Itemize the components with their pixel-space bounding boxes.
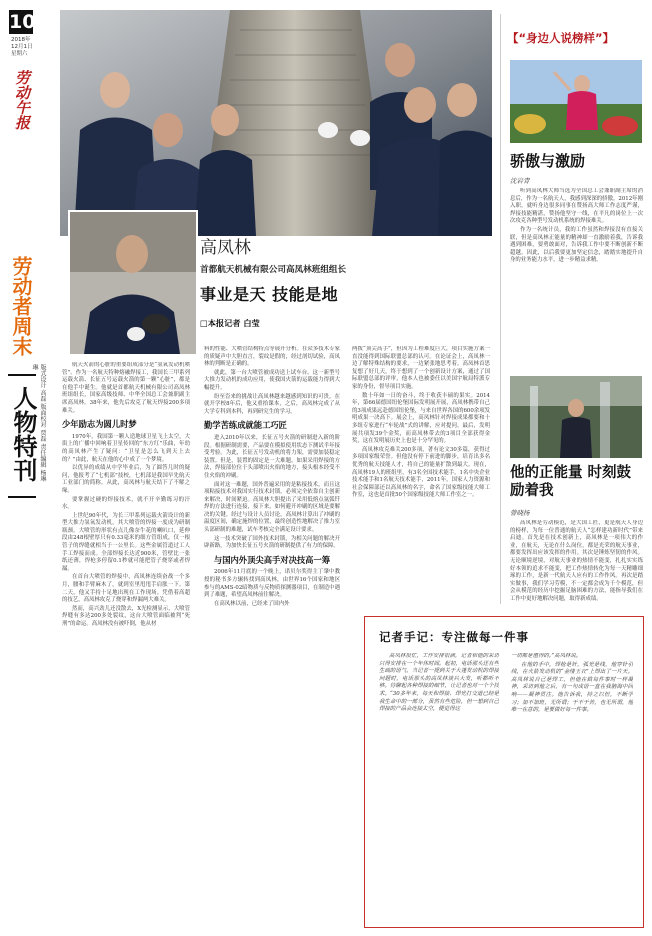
sidebar-photo-1 [510, 60, 642, 143]
section-title: 劳动者周末 [9, 256, 33, 356]
hero-headline: 事业是天 技能是地 [200, 285, 339, 304]
page-number-box [9, 10, 36, 34]
credit-proof: 版面校对 贾磊 [39, 403, 46, 442]
col2-paragraph: 料的性能、大喷管结构特点等展开分析。在众多技术专家的质疑声中大胆直言，裂纹是假的，经过剖切试验，高凤林的判断是正确的。 [204, 346, 340, 368]
story1-paragraph: 听到高凤林大师当选为全国总工会兼职副主席的消息后，作为一名航天人，我感到深深的骄傲。2012年刚入职，就听身边很多同事在赞扬高大师工作志度严谨，焊接技能精湛，赞扬他坚守一线，在平凡的岗位上一次次攻克各种型号发动机系统的焊接难关。 [510, 188, 643, 225]
col2-paragraph: 这一技术突破了国外技术封锁，为相关问题的解决开辟新路，为加快长征五号火箭的研制提供了有力的保障。 [204, 535, 340, 550]
sidebar-photo-1-graphic [510, 60, 642, 143]
gao-portrait-photo [68, 210, 198, 356]
credit-layout: 版式设计 高磊 [39, 364, 46, 402]
col1-paragraph: 然而，高兴劲儿还没散去，X光检测显示，大喷管焊缝有多达200多处裂纹，这台大喷管面临被判“死刑”的命运。高凤林没有被吓倒，他从材 [62, 605, 190, 627]
col1-paragraph: 1970年，我国第一颗人造地球卫星飞上太空，大街上的广播中回响着卫星传回的“东方红”乐曲，年幼的高凤林产生了疑问：“卫星是怎么飞到天上去的？”由此，航天在他的心中成了一个梦境。 [62, 433, 190, 463]
sidebar-column-label: 【“身边人说榜样”】 [507, 31, 615, 45]
story1-author: 沈岩青 [510, 177, 530, 185]
story1-title: 骄傲与激励 [510, 152, 586, 170]
col2-paragraph: 进入2010年以来，长征五号火箭的研制进入新的阶段。根据研制需要，产品要在模拟使用状态下测试半年接受考验。为此，长征五号发动机的将力架，需要加装稳定装置。但是，装置的固定是一大难题，如果采用焊接的方法，焊接部位位于头部喷出火焰的地方，接头根本经受不住火焰的冲刷。 [204, 434, 340, 479]
col1-paragraph: 上世纪90年代，为长三甲系列运载火箭设计的新型大推力氢氧发动机，其大喷管的焊接一度成为研制瓶颈。大喷管的形状有点儿像奈牛花的喇叭口，延伸段由248根壁厚只有0.33毫米的细方管组成，仅一根管子的焊缝就相当于一公里长。这些金属管道过工人手工焊接而成。全部焊接长达近900米，管壁比一张纸还薄，焊枪多停留0.1秒就可能把管子烧穿或者焊漏。 [62, 512, 190, 572]
col3-paragraph: 两拨“顶尖高手”，但因为工程难度巨大，项目实施方案一直没能得到国际联盟总部的认可。在论证会上，高凤林一边了解特殊结构的要求，一边紧张地思考着。高凤林首思复想了好几天，终于想到了一个创新设计方案，通过了国际联盟总部的评审，他本人也被委任以美国宇航局特派专家的身份，督导项目实施。 [352, 346, 490, 390]
editor-note-box [364, 616, 644, 928]
credit-editor: 责任编辑 杨琳琳 [31, 364, 46, 482]
col2-paragraph: 就此，第一台大喷管被成功送上试车台，这一新型号大推力发动机的成功应用，使我国火箭的运载能力得到大幅提升。 [204, 369, 340, 391]
subhead-skill: 勤学苦练成就能工巧匠 [204, 420, 287, 431]
col1-paragraph: 以优异的成绩从中学毕业后，为了圆答儿时的疑问，他报考了“七机部”技校，七机部是我国早先航天工业部门的简称。从此，高凤林与航天结下了不解之缘。 [62, 465, 190, 494]
story2-author: 曾晓扬 [510, 509, 530, 517]
subhead-youth: 少年励志为圆儿时梦 [62, 419, 137, 430]
article-col2 [204, 346, 340, 930]
column-title: 人物特刊 [9, 386, 37, 482]
intro-paragraph: 航天火箭的心脏的重要组成部分是“氢氧发动机喷管”。作为一名航天特种熔融焊接工，我国长三甲系列运载火箭、长征五号运载火箭的第一颗“心脏”，都是在他手中诞生。他就是首都航天机械有限公司高凤林班组组长，国家高级技师、中华全国总工会兼职副主席高凤林。38年来，他先后攻克了航天焊接200多项难关。 [62, 362, 190, 414]
story1-paragraph: 作为一名统计员，我的工作虽然和焊接没有直接关联，但是高凤林正能量的精神却一直激励着我，告诉我遇到困难，要勇敢面对，告诉我工作中要不断创新不断超越。因此，以后我要更加坚定信念，踏踏实地提升自身的业务能力水平，进一步精益求精。 [510, 226, 643, 264]
page-number: 10 [9, 11, 36, 33]
article-col1 [62, 362, 190, 930]
editor-note-col2 [511, 653, 633, 921]
team-photo-graphic [60, 10, 492, 236]
story1-body [510, 188, 643, 368]
col1-paragraph: 在首台大喷管的焊接中，高凤林连续奋战一个多月，腰和手臂麻木了，就到室里甩甩手肩胀一下。第二天，他又手持十足地出现在工作现场。凭借着高超的技艺，高凤林攻克了烧穿和焊漏两大难关。 [62, 574, 190, 604]
gao-portrait-graphic [70, 212, 196, 354]
col2-paragraph: 在高凤林以前，已经来了国内外 [214, 600, 290, 607]
hero-byline: □本报记者 白莹 [200, 318, 260, 328]
story2-paragraph: 高凤林是劳动模范，是大国工匠，更是航天人身边的榜样，为每一位普通的航天人“怎样建功新时代”带来启迪。首先是在技术创新上，高凤林是一项伟大的作业，在航天，无论在什么岗位，都是光荣的航天事业，都要发挥出应该发挥的作用。其次是锤炼坚韧的作风。无论顺境逆境，对航天事业的热情不能变，扎扎实实练好本领的追求不能变，把工作热情转化为每一天精雕细琢的工作，是新一代航天人应有的工作作风。再次是踏实做事，我们学习劳模，不一定都会成为千个模范，但会从模范的经历中挖掘足脑困难的方法，能指导我们在工作中更好地解决问题，取得新成绩。 [510, 520, 643, 602]
col2-paragraph: 纷至沓来的挑战让高凤林越来越感到知识的可贵，在就开学校8年后，他又重拾课本，之后，高凤林完成了从大学专科到本科，再到研究生的学习。 [204, 393, 340, 415]
column-bracket-bottom [8, 492, 36, 498]
editor-note-col1 [379, 653, 499, 921]
sidebar-photo-2 [510, 376, 642, 458]
credits [30, 364, 46, 484]
sidebar-divider [500, 14, 501, 604]
editor-note-paragraph: 一切都是值得的。”高凤林说。 [511, 653, 582, 659]
col1-paragraph: 要掌握过硬的焊接技术，就不开辛勤练习的汗水。 [62, 496, 190, 511]
col2-paragraph: 面对这一难题，国外普遍采用的是粘接技术，而且这项粘接技术对我国实行技术封锁，必须完全依靠自主创新来解决，时间紧迫。高凤林大胆提出了采用低熔点氩弧钎焊的方法进行连接，接下来，如何避开冲刷的区域是要解决的关键。经过与设计人员讨论，高凤林计算出了冲刷的温度区间，确定施焊的位置，最终创造性地解决了推力室头部研制的难题，试车考核完全满足设计要求。 [204, 481, 340, 534]
team-photo [60, 10, 492, 236]
hero-affiliation: 首都航天机械有限公司高凤林班组组长 [200, 265, 347, 275]
hero-name: 高凤林 [200, 238, 251, 258]
story2-title: 他的正能量 时刻鼓励着我 [510, 465, 632, 499]
story2-body [510, 520, 643, 610]
issue-date: 2018年 12月1日 星期六 [11, 37, 33, 57]
col2-paragraph: 2006年11月底的一个晚上，诺贝尔奖得主丁肇中教授的秘书多方辗转找到高凤林，由世界16个国家和地区参与的AMS-02暗物质与反物质探测器项目，在制造中遇到了难题，希望高凤林前往解决。 [204, 569, 340, 599]
subhead-contest: 与国内外顶尖高手对决技高一筹 [213, 554, 331, 565]
editor-note-title: 记者手记：专注做每一件事 [379, 630, 529, 644]
newspaper-logo: 劳动午报 [13, 70, 31, 130]
editor-note-paragraph: 在他的手中，焊枪是针，弧光是线，他穿针引线，在火箭发动机的“金缕玉衣”上焊出了一片天。高凤林说自己是焊工，但他在做每件事时一样凝神，采访到他之后，有一句成语一直在我脑海中回响——凝神贯注。他告诉我，持之以恒，不断学习；加不加班，无所谓；干不干苦，也无所谓，他唯一在意的，是要做好每一件事。 [511, 661, 633, 714]
col3-paragraph: 数十年如一日的奋斗，终于收获丰硕的果实。2014年，第66届德国纽伦堡国际发明展开展，高凤林携带自己的3项成果远赴德国纽伦堡，与来自世界各国的600余项发明成果一决高下。展会上，高凤林针对焊接成果都要和十多组专家进行“车轮战”式的讲解，应对提问。最后，发明展共项发39个金奖，而高凤林带去的3项目全部获得金奖，这在发明展历史上也是十分罕见的。 [352, 392, 490, 445]
col3-paragraph: 高凤林攻克难关200多项，著有论文30多篇，获得过多项国家级荣誉。但他没有停下前进的脚步，培育出多名优秀的航天技能人才，将自己的能量扩散到最大。现在，高凤林19人的班组里，有3名全国技术能手，1名中央企业技术能手和1名航天技术能手，2011年，国家人力资源和社会保障部还以高凤林的名字，命名了国家级技能大师工作室，这也是首批50个国家级技能大师工作室之一。 [352, 446, 490, 499]
sidebar-photo-2-graphic [510, 376, 642, 458]
editor-note-paragraph: 高凤林很忙，工作安排很满，记者和他的采访只得安排在一个年休时间。起初，电话那头还有些生疏的语气，当记者一提到关于大篷发动机的焊接问题时，电话那头的高凤林谈兴大发，听都听不够。待聊起各种焊接的细节，让记者也对一个个技术。“30多年来，每天和焊接、焊光打交道已经是我生命中的一部分，虽然有些危险，但一想到自己焊接的产品会连接太空，便觉得这 [379, 653, 499, 713]
